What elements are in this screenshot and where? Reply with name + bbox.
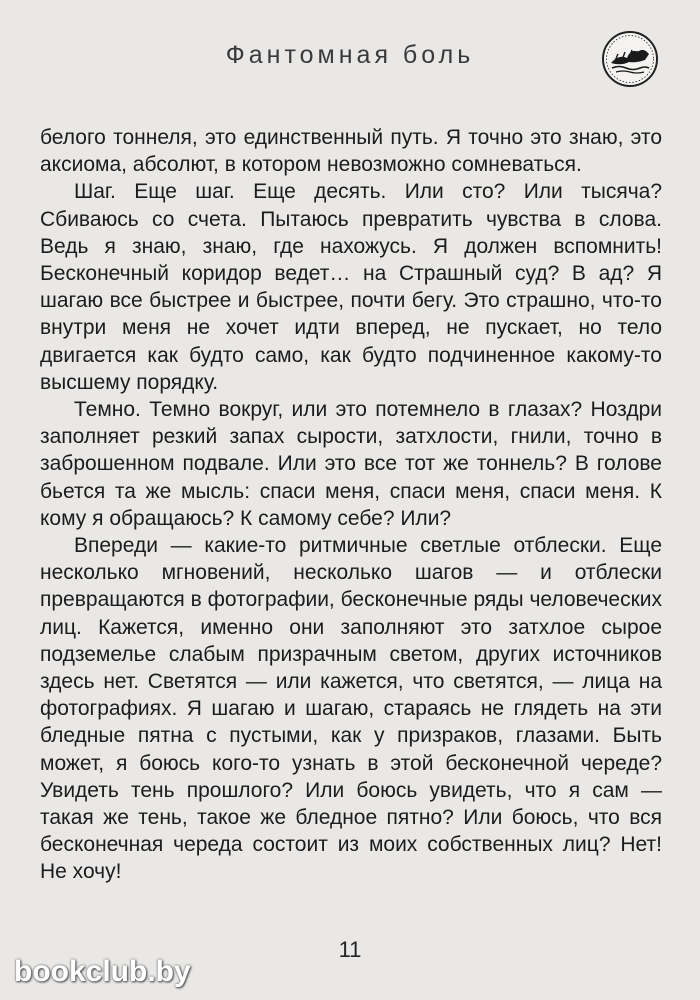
page-number: 11 xyxy=(338,937,362,962)
paragraph: белого тоннеля, это единственный путь. Я точно это знаю, это аксиома, абсолют, в котором невозможно сомневаться. xyxy=(40,126,662,177)
ship-emblem-icon xyxy=(601,30,659,88)
body-text xyxy=(40,124,662,886)
paragraph: Шаг. Еще шаг. Еще десять. Или сто? Или тысяча? Сбиваюсь со счета. Пытаюсь превратить чувства в слова. Ведь я знаю, знаю, где нахожусь. Я должен вспомнить! Бесконечный коридор ведет… на Страшный суд? В ад? Я шагаю все быстрее и быстрее, почти бегу. Это страшно, что-то внутри меня не хочет идти вперед, не пускает, но тело двигается как будто само, как будто подчиненное какому-то высшему порядку. xyxy=(40,180,662,394)
paragraph: Впереди — какие-то ритмичные светлые отблески. Еще несколько мгновений, несколько шагов — и отблески превращаются в фотографии, бесконечные ряды человеческих лиц. Кажется, именно они заполняют это затхлое сырое подземелье слабым призрачным светом, других источников здесь нет. Светятся — или кажется, что светятся, — лица на фотографиях. Я шагаю и шагаю, стараясь не глядеть на эти бледные пятна с пустыми, как у призраков, глазами. Быть может, я боюсь кого-то узнать в этой бесконечной череде? Увидеть тень прошлого? Или боюсь увидеть, что я сам — такая же тень, такое же бледное пятно? Или боюсь, что вся бесконечная череда состоит из моих собственных лиц? Нет! Не хочу! xyxy=(40,534,662,884)
paragraph: Темно. Темно вокруг, или это потемнело в глазах? Ноздри заполняет резкий запах сырости, затхлости, гнили, точно в заброшенном подвале. Или это все тот же тоннель? В голове бьется та же мысль: спаси меня, спаси меня, спаси меня. К кому я обращаюсь? К самому себе? Или? xyxy=(40,398,662,530)
running-head-title: Фантомная боль xyxy=(225,41,475,69)
watermark: bookclub.by xyxy=(14,955,191,988)
